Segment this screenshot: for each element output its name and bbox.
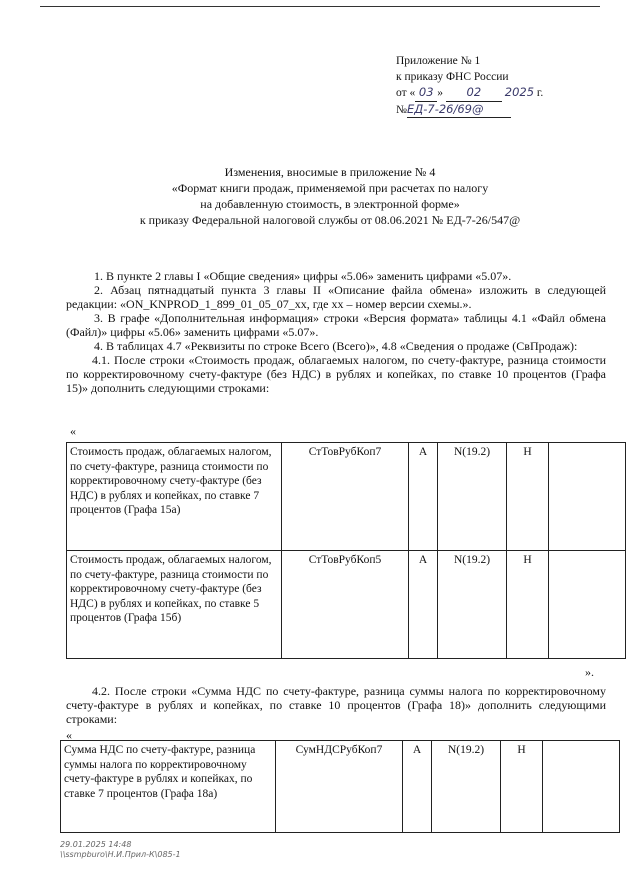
cell-description: Стоимость продаж, облагаемых налогом, по счету-фактуре, разница стоимости по корректировочному счету-фактуре (без НДС) в рублях и копейках, по ставке 5 процентов (Графа 15б)	[67, 551, 282, 659]
cell-type: А	[409, 443, 438, 551]
quote-open-2: «	[66, 728, 72, 742]
cell-required: Н	[507, 443, 549, 551]
appendix-line-2: к приказу ФНС России	[396, 70, 509, 83]
title-line-1: Изменения, вносимые в приложение № 4	[224, 165, 436, 179]
appendix-number	[396, 102, 543, 119]
quote-close-1: ».	[585, 665, 594, 679]
cell-code: СтТовРубКоп7	[282, 443, 409, 551]
number-prefix: №	[396, 103, 407, 116]
cell-code: СумНДСРубКоп7	[276, 741, 403, 833]
cell-format: N(19.2)	[438, 551, 507, 659]
paragraph-4: 4. В таблицах 4.7 «Реквизиты по строке Всего (Всего)», 4.8 «Сведения о продаже (СвПродаж):	[94, 339, 578, 353]
cell-extra	[549, 551, 626, 659]
title-line-2: «Формат книги продаж, применяемой при расчетах по налогу	[171, 181, 489, 195]
paragraph-2: 2. Абзац пятнадцатый пункта 3 главы II «Описание файла обмена» изложить в следующей редакции: «ON_KNPROD_1_899_01_05_07_xx, где xx – номер версии схемы.».	[66, 283, 606, 311]
cell-format: N(19.2)	[432, 741, 501, 833]
table-fragment-2	[60, 740, 620, 833]
appendix-date	[396, 85, 543, 102]
body-text	[66, 269, 606, 395]
cell-extra	[543, 741, 620, 833]
print-footer	[60, 840, 181, 860]
paragraph-3: 3. В графе «Дополнительная информация» строки «Версия формата» таблицы 4.1 «Файл обмена (Файл)» цифры «5.06» заменить цифрами «5.07».	[66, 311, 606, 339]
appendix-line-1: Приложение № 1	[396, 55, 481, 67]
cell-type: А	[409, 551, 438, 659]
footer-timestamp: 29.01.2025 14:48	[60, 840, 132, 849]
date-year-suffix: г.	[536, 87, 544, 99]
cell-type: А	[403, 741, 432, 833]
paragraph-4-2: 4.2. После строки «Сумма НДС по счету-фактуре, разница суммы налога по корректировочному счету-фактуре в рублях и копейках, по ставке 10 процентов (Графа 18)» дополнить следующими строками:	[66, 684, 606, 726]
number-handwritten: ЕД-7-26/69@	[407, 102, 511, 119]
cell-extra	[549, 443, 626, 551]
title-line-4: к приказу Федеральной налоговой службы от 08.06.2021 № ЕД-7-26/547@	[139, 213, 521, 227]
date-year-handwritten: 2025	[504, 85, 535, 99]
cell-format: N(19.2)	[438, 443, 507, 551]
date-prefix: от «	[396, 87, 416, 99]
cell-required: Н	[501, 741, 543, 833]
document-title	[60, 164, 600, 228]
cell-description: Сумма НДС по счету-фактуре, разница суммы налога по корректировочному счету-фактуре в рублях и копейках, по ставке 7 процентов (Графа 18а)	[61, 741, 276, 833]
table-row	[67, 551, 626, 659]
date-day-handwritten: 03	[415, 85, 437, 102]
date-mid: »	[437, 87, 443, 99]
cell-required: Н	[507, 551, 549, 659]
quote-open-1: «	[70, 424, 76, 438]
appendix-header	[396, 54, 543, 118]
title-line-3: на добавленную стоимость, в электронной форме»	[200, 197, 460, 211]
paragraph-1: 1. В пункте 2 главы I «Общие сведения» цифры «5.06» заменить цифрами «5.07».	[94, 269, 512, 283]
table-row	[61, 741, 620, 833]
footer-path: \\ssmpburo\Н.И.Прил-К\085-1	[60, 850, 181, 859]
cell-code: СтТовРубКоп5	[282, 551, 409, 659]
date-month-handwritten: 02	[446, 85, 502, 102]
scan-edge-line	[40, 6, 600, 7]
table-row	[67, 443, 626, 551]
table-fragment-1	[66, 442, 626, 659]
body-text-2	[66, 684, 606, 726]
paragraph-4-1: 4.1. После строки «Стоимость продаж, облагаемых налогом, по счету-фактуре, разница стоимости по корректировочному счету-фактуре (без НДС) в рублях и копейках, по ставке 10 процентов (Графа 15)» дополнить следующими строками:	[66, 353, 606, 395]
cell-description: Стоимость продаж, облагаемых налогом, по счету-фактуре, разница стоимости по корректировочному счету-фактуре (без НДС) в рублях и копейках, по ставке 7 процентов (Графа 15а)	[67, 443, 282, 551]
